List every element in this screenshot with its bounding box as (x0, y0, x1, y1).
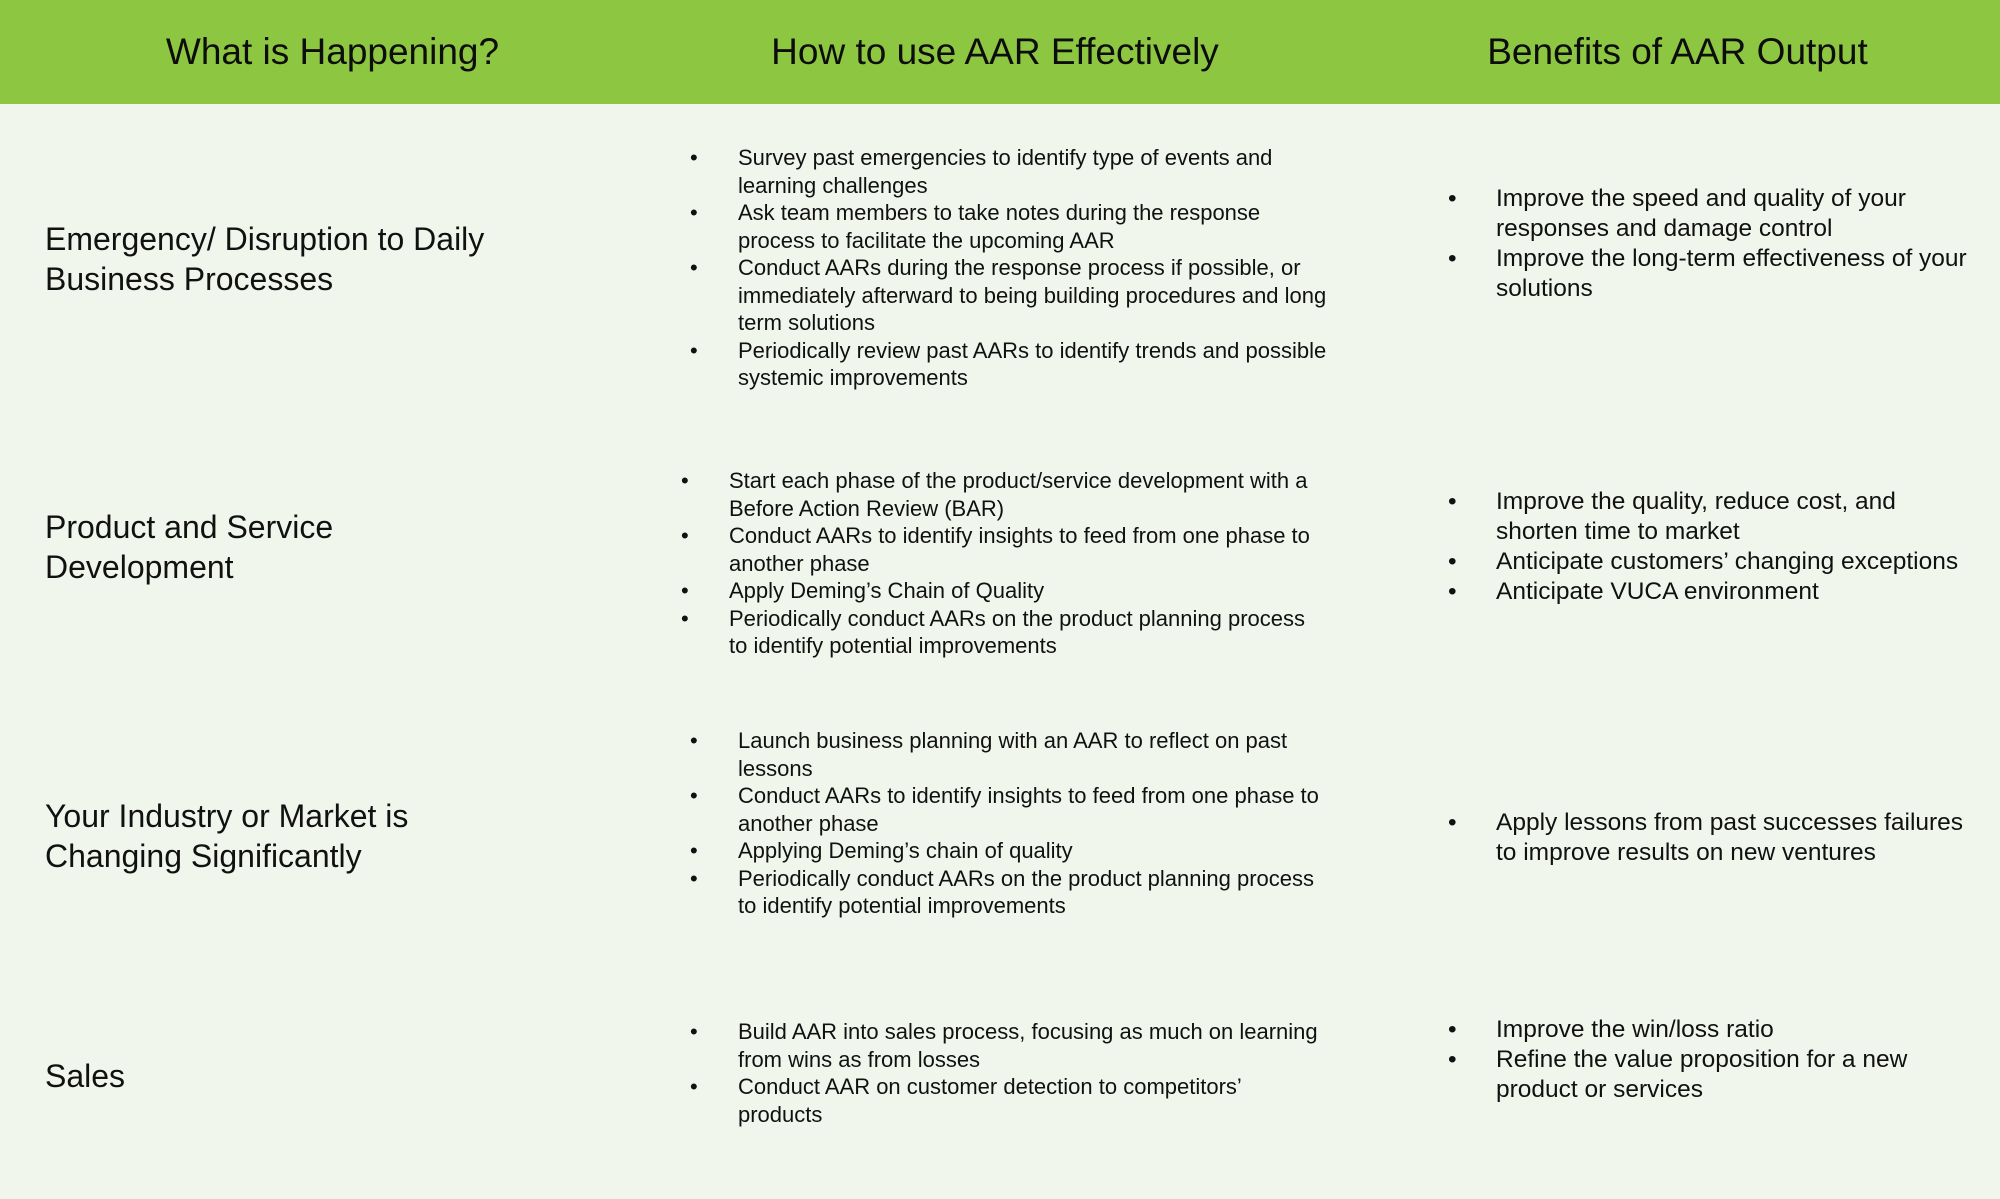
list-item: • Apply lessons from past successes failures to improve results on new ventures (1448, 808, 1968, 868)
list-item: • Refine the value proposition for a new product or services (1448, 1045, 1968, 1105)
list-item: • Improve the speed and quality of your responses and damage control (1448, 184, 1968, 244)
list-item: • Improve the quality, reduce cost, and shorten time to market (1448, 487, 1968, 547)
benefits-list (1448, 1015, 1968, 1105)
list-item: • Survey past emergencies to identify type of events and learning challenges (690, 144, 1330, 199)
list-item: • Anticipate customers’ changing exceptions (1448, 547, 1968, 577)
how-to-use-list (681, 467, 1321, 660)
benefits-list (1448, 487, 1968, 607)
list-item: • Anticipate VUCA environment (1448, 577, 1968, 607)
list-item: • Conduct AARs during the response process if possible, or immediately afterward to being building procedures and long term solutions (690, 254, 1330, 337)
list-item: • Conduct AARs to identify insights to feed from one phase to another phase (681, 522, 1321, 577)
list-item: • Periodically review past AARs to identify trends and possible systemic improvements (690, 337, 1330, 392)
row-label (45, 507, 333, 587)
row-label (45, 219, 484, 299)
list-item: • Start each phase of the product/service development with a Before Action Review (BAR) (681, 467, 1321, 522)
column-header-benefits: Benefits of AAR Output (1487, 31, 1868, 72)
list-item: • Build AAR into sales process, focusing as much on learning from wins as from losses (690, 1018, 1330, 1073)
list-item: • Conduct AARs to identify insights to feed from one phase to another phase (690, 782, 1330, 837)
how-to-use-list (690, 727, 1330, 920)
benefits-list (1448, 808, 1968, 868)
list-item: • Improve the long-term effectiveness of your solutions (1448, 244, 1968, 304)
list-item: • Conduct AAR on customer detection to competitors’ products (690, 1073, 1330, 1128)
row-label-line: Emergency/ Disruption to Daily (45, 221, 485, 257)
how-to-use-list (690, 144, 1330, 392)
row-label-line: Sales (45, 1058, 126, 1094)
table-header (0, 0, 2000, 104)
column-header-what-is-happening: What is Happening? (165, 31, 500, 72)
list-item: • Periodically conduct AARs on the product planning process to identify potential improvements (681, 605, 1321, 660)
how-to-use-list (690, 1018, 1330, 1128)
row-label (45, 796, 408, 876)
row-label (45, 1056, 125, 1096)
list-item: • Apply Deming’s Chain of Quality (681, 577, 1321, 605)
row-label-line: Changing Significantly (45, 838, 362, 874)
row-label-line: Development (45, 549, 234, 585)
list-item: • Improve the win/loss ratio (1448, 1015, 1968, 1045)
row-label-line: Your Industry or Market is (45, 798, 409, 834)
list-item: • Periodically conduct AARs on the product planning process to identify potential improvements (690, 865, 1330, 920)
benefits-list (1448, 184, 1968, 304)
column-header-how-to-use-aar: How to use AAR Effectively (771, 31, 1219, 72)
list-item: • Applying Deming’s chain of quality (690, 837, 1330, 865)
list-item: • Ask team members to take notes during the response process to facilitate the upcoming AAR (690, 199, 1330, 254)
row-label-line: Business Processes (45, 261, 334, 297)
list-item: • Launch business planning with an AAR to reflect on past lessons (690, 727, 1330, 782)
row-label-line: Product and Service (45, 509, 334, 545)
